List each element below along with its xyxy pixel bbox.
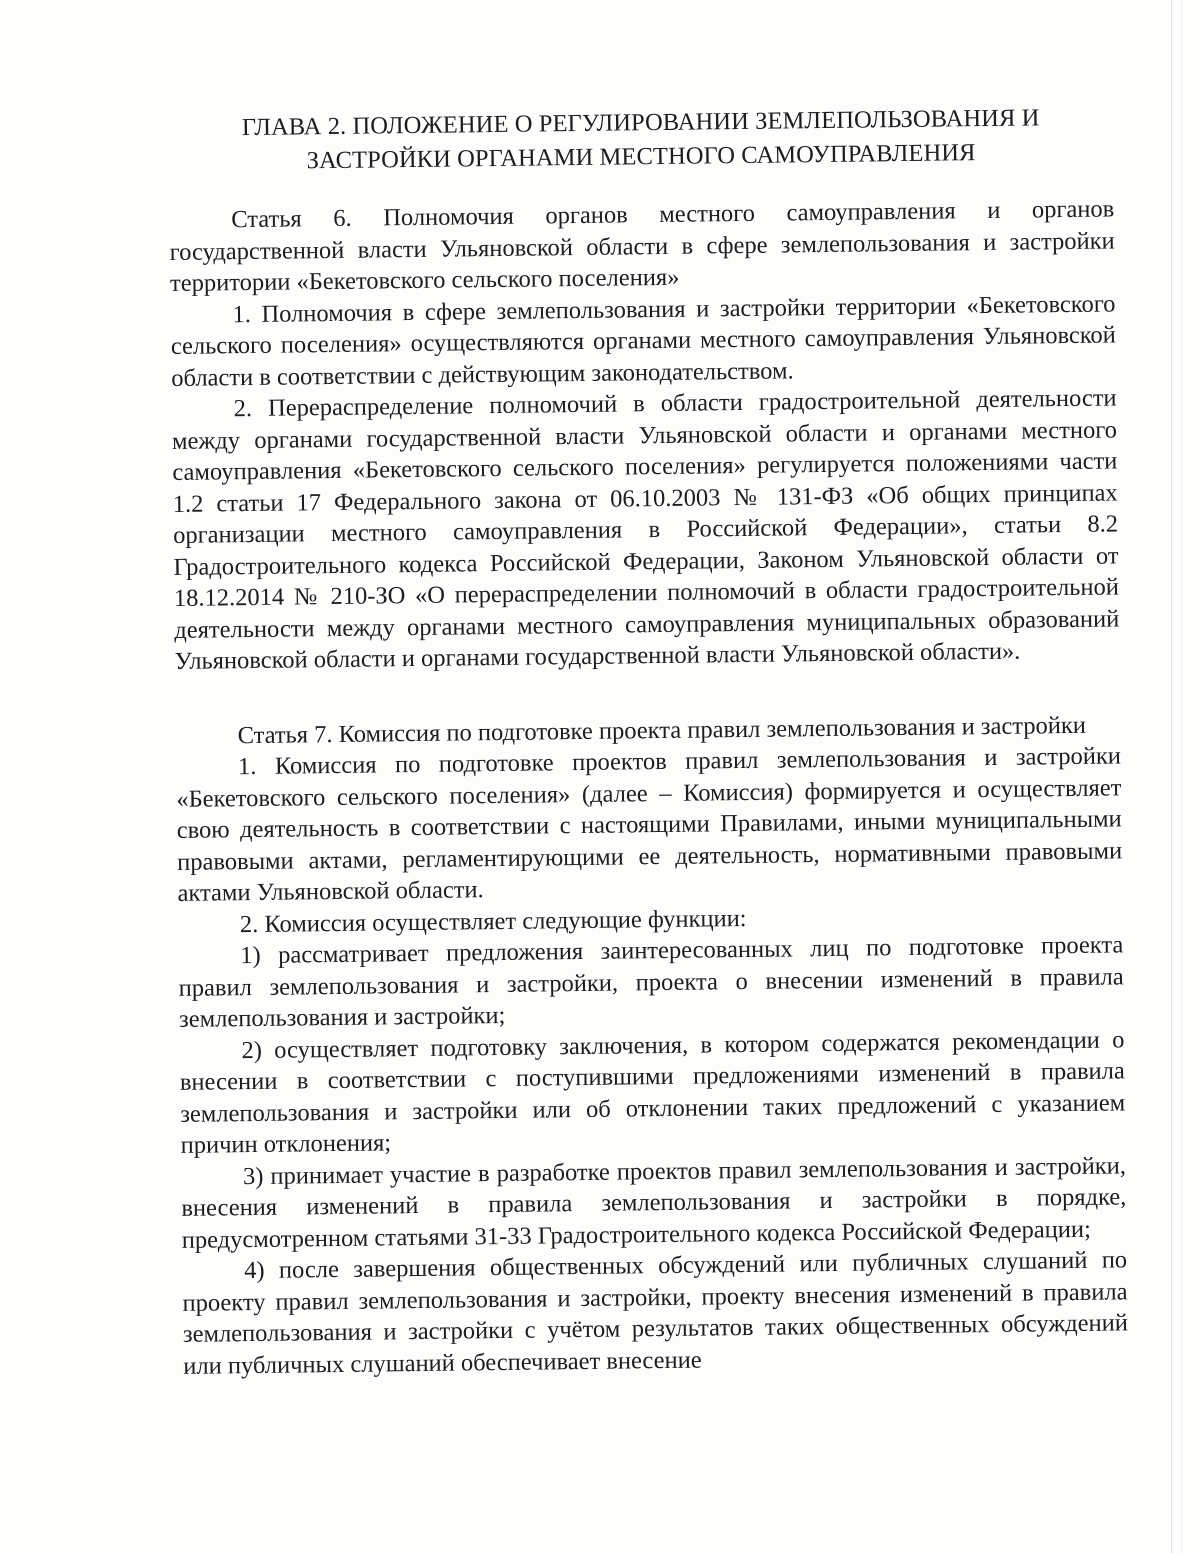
scan-edge-line	[1181, 0, 1182, 1553]
article-7-function-3: 3) принимает участие в разработке проектов правил землепользования и застройки, внесения изменений в правила землепользования и застройки в порядке, предусмотренном статьями 31-33 Градостроительного кодекса Российской Федерации;	[181, 1151, 1127, 1254]
article-6-paragraph-1: 1. Полномочия в сфере землепользования и застройки территории «Бекетовского сельского поселения» осуществляются органами местного самоуправления Ульяновской области в соответствии с действующим законодательством.	[170, 289, 1116, 392]
article-6-paragraph-2: 2. Перераспределение полномочий в области градостроительной деятельности между органами государственной власти Ульяновской области и органами местного самоуправления «Бекетовского сельского поселения» регулируется положениями части 1.2 статьи 17 Федерального закона от 06.10.2003 № 131-ФЗ «Об общих принципах организации местного самоуправления в Российской Федерации», статьи 8.2 Градостроительного кодекса Российской Федерации, Законом Ульяновской области от 18.12.2014 № 210-ЗО «О перераспределении полномочий в области градостроительной деятельности между органами местного самоуправления муниципальных образований Ульяновской области и органами государственной власти Ульяновской области».	[171, 384, 1120, 675]
article-7-function-4: 4) после завершения общественных обсуждений или публичных слушаний по проекту правил землепользования и застройки, проекту внесения изменений в правила землепользования и застройки с учётом результатов таких общественных обсуждений или публичных слушаний обеспечивает внесение	[182, 1246, 1129, 1380]
article-7-heading: Статья 7. Комиссия по подготовке проекта правил землепользования и застройки	[237, 711, 1087, 749]
document-body	[168, 100, 1128, 1381]
article-7-paragraph-2: 2. Комиссия осуществляет следующие функции:	[239, 904, 747, 938]
article-6-heading: Статья 6. Полномочия органов местного самоуправления и органов государственной власти Ульяновской области в сфере землепользования и застройки территории «Бекетовского сельского поселения»	[169, 195, 1115, 297]
article-7-paragraph-1: 1. Комиссия по подготовке проектов правил землепользования и застройки «Бекетовского сельского поселения» (далее – Комиссия) формируется и осуществляет свою деятельность в соответствии с настоящими Правилами, иными муниципальными правовыми актами, регламентирующими ее деятельность, нормативными правовыми актами Ульяновской области.	[176, 742, 1123, 907]
article-7-function-1: 1) рассматривает предложения заинтересованных лиц по подготовке проекта правил землепользования и застройки, проекта о внесении изменений в правила землепользования и застройки;	[178, 931, 1124, 1033]
scan-edge-line	[1171, 0, 1172, 1553]
chapter-title-line: ЗАСТРОЙКИ ОРГАНАМИ МЕСТНОГО САМОУПРАВЛЕНИЯ	[306, 139, 976, 175]
article-7-function-2: 2) осуществляет подготовку заключения, в котором содержатся рекомендации о внесении в соответствии с поступившими предложениями изменений в правила землепользования и застройки или об отклонении таких предложений с указанием причин отклонения;	[179, 1025, 1126, 1159]
chapter-title	[168, 100, 1114, 180]
chapter-title-line: ГЛАВА 2. ПОЛОЖЕНИЕ О РЕГУЛИРОВАНИИ ЗЕМЛЕПОЛЬЗОВАНИЯ И	[241, 104, 1040, 142]
